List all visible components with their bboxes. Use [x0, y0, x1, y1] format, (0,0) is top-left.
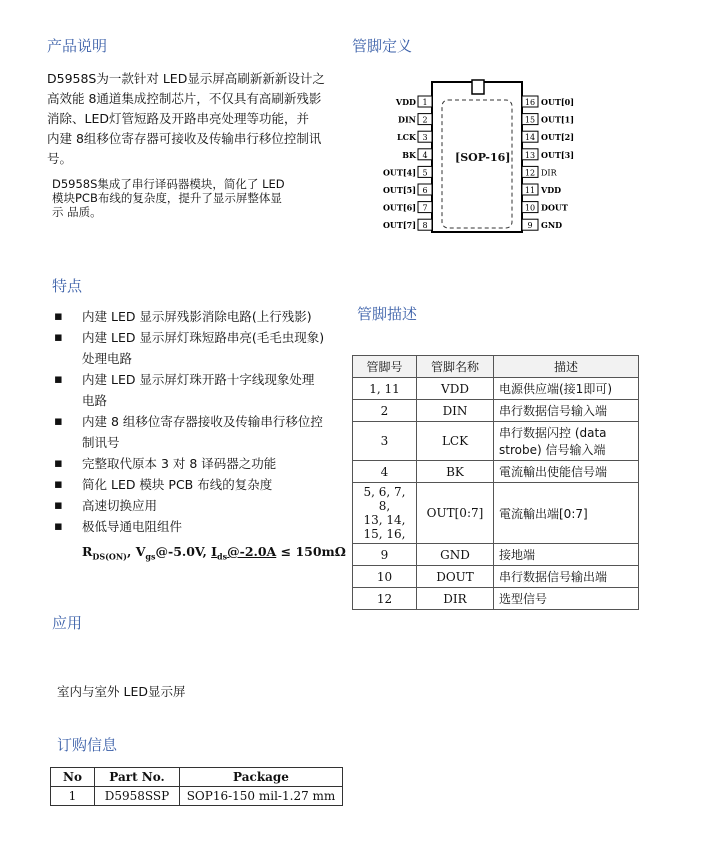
pin-number: 9 — [527, 221, 533, 231]
pin-number: 5 — [422, 168, 428, 178]
product-line: 消除、LED灯管短路及开路串亮处理等功能，并 — [47, 111, 309, 126]
pin-label: DIR — [541, 168, 557, 178]
table-row: 1 D5958SSP SOP16-150 mil-1.27 mm — [51, 787, 343, 806]
application-heading: 应用 — [52, 614, 83, 632]
pin-label: OUT[5] — [382, 185, 416, 195]
feature-item: ▪ 极低导通电阻组件 — [54, 519, 183, 534]
pin-number: 12 — [524, 168, 536, 178]
pin-number: 11 — [524, 186, 536, 195]
pin-number: 10 — [524, 203, 536, 213]
pin-number: 1 — [422, 98, 428, 107]
product-line: D5958S为一款针对 LED显示屏高刷新新新设计之 — [47, 71, 325, 86]
feature-item: ▪ 内建 8 组移位寄存器接收及传输串行移位控 制讯号 — [54, 414, 323, 450]
table-row: 10 DOUT 串行数据信号输出端 — [353, 566, 639, 588]
pin-label: BK — [402, 149, 416, 160]
pin-label: OUT[0] — [541, 97, 575, 107]
pin-number: 7 — [422, 203, 428, 213]
table-row: 1, 11 VDD 电源供应端(接1即可) — [353, 378, 639, 400]
product-line: 模块PCB布线的复杂度，提升了显示屏整体显 — [52, 191, 282, 205]
pin-number: 4 — [422, 150, 428, 160]
pin-number: 6 — [422, 186, 428, 195]
product-line: 内建 8组移位寄存器可接收及传输串行移位控制讯 — [47, 131, 322, 146]
feature-item: ▪ 完整取代原本 3 对 8 译码器之功能 — [54, 456, 277, 471]
pin-desc-heading: 管脚描述 — [357, 305, 418, 323]
table-header-row: No Part No. Package — [51, 768, 343, 787]
pin-desc-table — [352, 355, 639, 610]
right-pins — [522, 96, 574, 230]
application-text: 室内与室外 LED显示屏 — [57, 684, 186, 699]
pin-label: VDD — [395, 97, 416, 107]
pin-label: OUT[7] — [382, 220, 416, 231]
feature-item: ▪ 内建 LED 显示屏残影消除电路(上行残影) — [54, 309, 312, 324]
pin-number: 8 — [422, 221, 428, 231]
table-row: 3 LCK 串行数据闪控 (data strobe) 信号输入端 — [353, 422, 639, 461]
pin-label: VDD — [541, 185, 562, 195]
pin-label: OUT[1] — [541, 114, 575, 125]
features-list — [52, 306, 352, 537]
table-row: 2 DIN 串行数据信号输入端 — [353, 400, 639, 422]
pin-label: DIN — [398, 114, 416, 125]
table-row: 5, 6, 7, 8, 13, 14, 15, 16, OUT[0:7] 電流輸出端[0:7] — [353, 483, 639, 544]
product-line: D5958S集成了串行译码器模块，简化了 LED — [52, 177, 285, 191]
features-heading: 特点 — [52, 277, 83, 295]
table-row: 9 GND 接地端 — [353, 544, 639, 566]
product-line: 号。 — [47, 151, 73, 166]
pin-number: 13 — [524, 150, 536, 160]
pin-number: 3 — [422, 133, 428, 143]
pinout-heading: 管脚定义 — [352, 37, 413, 55]
pin-label: DOUT — [541, 202, 568, 213]
table-row: 12 DIR 选型信号 — [353, 588, 639, 610]
table-header-row: 管脚号 管脚名称 描述 — [353, 356, 639, 378]
spec-formula: $R_{DS(ON)}$, $V_{gs}@-5.0V$, $I_{ds}@-2.0A \le 150m\Omega$ — [82, 544, 346, 562]
product-line: 示 品质。 — [52, 205, 102, 219]
product-description — [47, 69, 347, 169]
pin-label: OUT[3] — [541, 149, 575, 160]
table-row: 4 BK 電流輸出使能信号端 — [353, 461, 639, 483]
product-heading: 产品说明 — [47, 37, 108, 55]
ordering-heading: 订购信息 — [57, 736, 118, 754]
feature-item: ▪ 内建 LED 显示屏灯珠短路串亮(毛毛虫现象) 处理电路 — [54, 330, 325, 366]
feature-item: ▪ 简化 LED 模块 PCB 布线的复杂度 — [54, 477, 273, 492]
product-description-2 — [52, 177, 342, 219]
pin-label: LCK — [397, 132, 416, 143]
feature-item: ▪ 内建 LED 显示屏灯珠开路十字线现象处理 电路 — [54, 372, 315, 408]
pin-label: GND — [541, 220, 563, 231]
package-label: [SOP-16] — [455, 151, 511, 164]
pin-label: OUT[4] — [382, 167, 416, 178]
ordering-table — [50, 767, 343, 806]
pin-number: 14 — [524, 133, 536, 143]
pin-number: 16 — [524, 98, 536, 107]
product-line: 高效能 8通道集成控制芯片，不仅具有高刷新残影 — [47, 91, 322, 106]
pin-label: OUT[2] — [541, 132, 575, 143]
left-pins — [383, 96, 432, 230]
feature-item: ▪ 高速切换应用 — [54, 498, 158, 513]
pin-number: 15 — [524, 115, 536, 125]
pin-number: 2 — [422, 115, 428, 125]
chip-notch — [472, 80, 484, 94]
pin-label: OUT[6] — [382, 202, 416, 213]
